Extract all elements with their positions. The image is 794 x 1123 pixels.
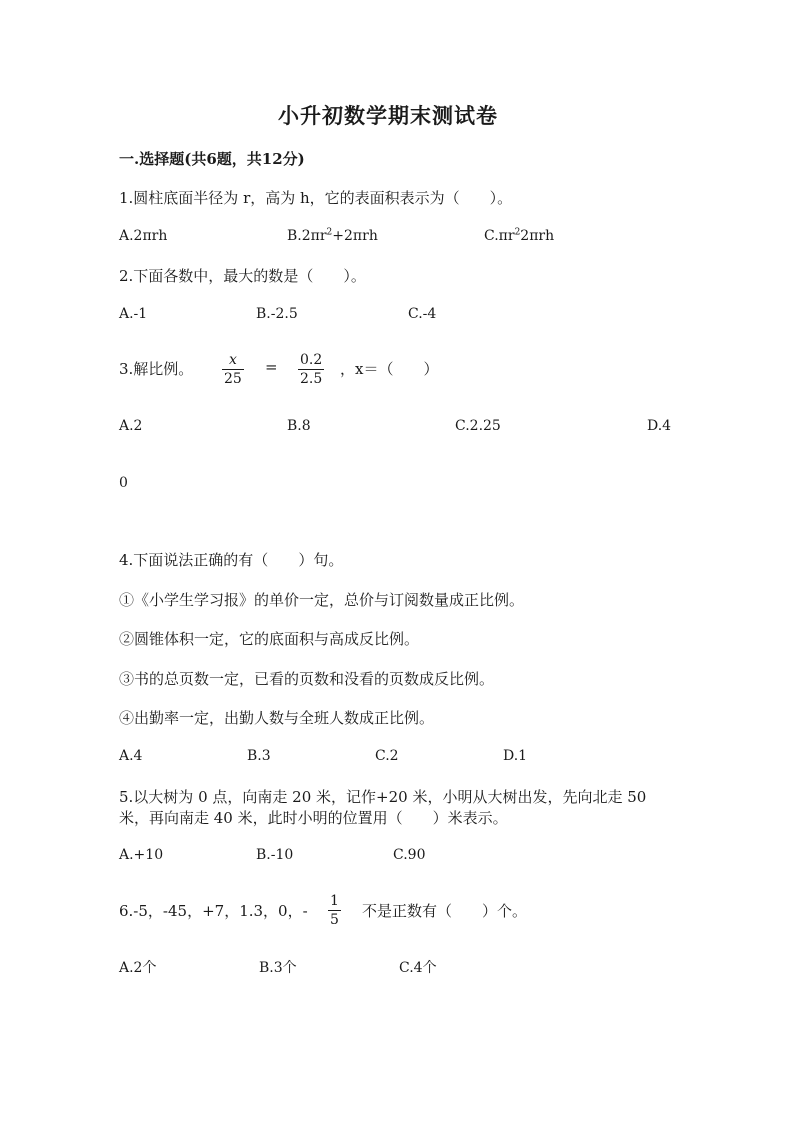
question-3-fraction-2 <box>298 352 324 387</box>
fraction-bar <box>222 369 244 370</box>
question-4-statement-4: ④出勤率一定，出勤人数与全班人数成正比例。 <box>119 709 435 727</box>
question-1-option-b-exponent: 2 <box>326 227 333 238</box>
fraction-bar <box>328 910 341 911</box>
question-1-option-c-exponent: 2 <box>514 227 521 238</box>
question-3-option-d-wrap: 0 <box>119 475 128 491</box>
question-4-option-c: C.2 <box>375 748 399 764</box>
question-6-option-b: B.3个 <box>259 960 297 976</box>
question-3-fraction-1-denominator: 25 <box>224 371 242 387</box>
question-1-option-b <box>287 228 378 244</box>
question-5-option-b: B.-10 <box>256 847 294 863</box>
question-6-fraction <box>328 893 341 928</box>
question-6-option-a: A.2个 <box>119 960 157 976</box>
question-1-option-c-pre: C.πr <box>484 228 515 244</box>
question-3-option-a: A.2 <box>119 418 143 434</box>
question-5-stem-line-2: 米，再向南走 40 米，此时小明的位置用（ ）米表示。 <box>119 809 508 827</box>
question-4-option-a: A.4 <box>119 748 143 764</box>
question-2-stem: 2.下面各数中，最大的数是（ ）。 <box>119 267 366 285</box>
question-2-option-c: C.-4 <box>408 306 437 322</box>
question-4-statement-1: ①《小学生学习报》的单价一定，总价与订阅数量成正比例。 <box>119 591 525 609</box>
question-6-stem-pre: 6.-5，-45，+7，1.3，0，- <box>119 902 308 920</box>
question-3-equals: = <box>265 358 278 376</box>
question-4-statement-3: ③书的总页数一定，已看的页数和没看的页数成反比例。 <box>119 670 495 688</box>
question-3-fraction-1-numerator: x <box>228 352 237 368</box>
question-6-fraction-denominator: 5 <box>330 912 339 928</box>
question-6-fraction-numerator: 1 <box>330 893 339 909</box>
section-heading: 一.选择题(共6题，共12分) <box>119 150 305 168</box>
question-3-fraction-2-numerator: 0.2 <box>300 352 323 368</box>
question-4-option-d: D.1 <box>503 748 528 764</box>
question-3-stem: 3.解比例。 <box>119 360 194 378</box>
question-2-option-a: A.-1 <box>119 306 148 322</box>
page-title: 小升初数学期末测试卷 <box>278 103 498 128</box>
question-1-option-a: A.2πrh <box>119 228 168 244</box>
question-5-stem-line-1: 5.以大树为 0 点，向南走 20 米，记作+20 米，小明从大树出发，先向北走 50 <box>119 788 647 806</box>
question-1-stem: 1.圆柱底面半径为 r，高为 h，它的表面积表示为（ ）。 <box>119 189 513 207</box>
question-1-option-b-post: +2πrh <box>332 228 378 244</box>
question-3-option-c: C.2.25 <box>455 418 501 434</box>
question-3-option-d: D.4 <box>647 418 672 434</box>
question-4-statement-2: ②圆锥体积一定，它的底面积与高成反比例。 <box>119 630 420 648</box>
question-6-option-c: C.4个 <box>399 960 437 976</box>
question-4-stem: 4.下面说法正确的有（ ）句。 <box>119 551 344 569</box>
question-3-option-b: B.8 <box>287 418 311 434</box>
question-5-option-c: C.90 <box>393 847 426 863</box>
question-3-fraction-1 <box>222 352 244 387</box>
question-1-option-b-pre: B.2πr <box>287 228 327 244</box>
question-5-option-a: A.+10 <box>119 847 164 863</box>
question-3-fraction-2-denominator: 2.5 <box>300 371 323 387</box>
fraction-bar <box>298 369 324 370</box>
question-4-option-b: B.3 <box>247 748 271 764</box>
question-2-option-b: B.-2.5 <box>256 306 298 322</box>
question-1-option-c-post: 2πrh <box>520 228 555 244</box>
question-3-tail: ，x＝（ ） <box>340 360 439 378</box>
question-6-stem-post: 不是正数有（ ）个。 <box>362 902 528 920</box>
question-1-option-c <box>484 228 554 244</box>
